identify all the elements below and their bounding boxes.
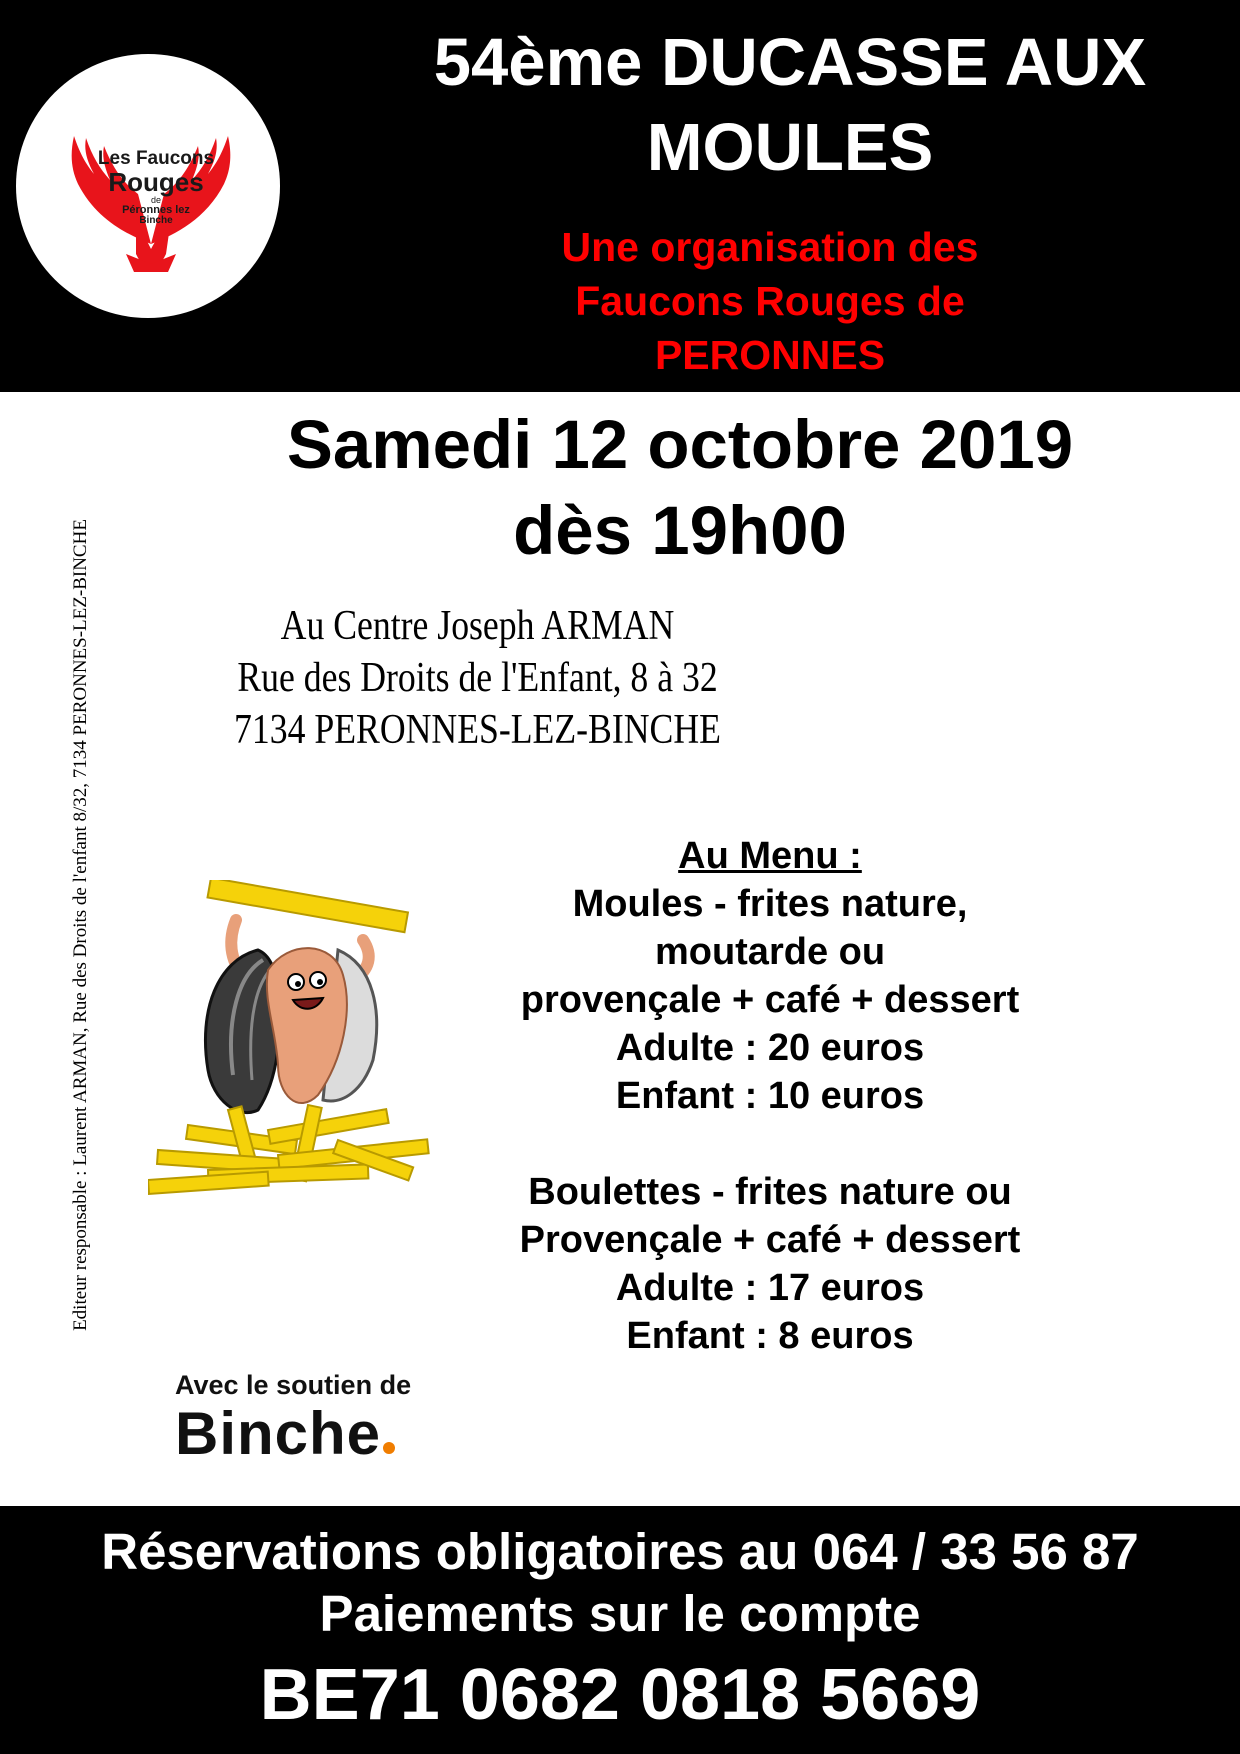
organizer-line1: Une organisation des — [561, 224, 979, 270]
event-date — [180, 402, 1180, 574]
option1-line1: Moules - frites nature, — [572, 883, 968, 925]
venue-line2: Rue des Droits de l'Enfant, 8 à 32 — [237, 655, 718, 701]
iban-line: BE71 0682 0818 5669 — [259, 1655, 981, 1735]
binche-brand: Binche — [175, 1400, 382, 1467]
event-title-line1: 54ème DUCASSE AUX — [433, 25, 1147, 100]
publisher-note: Editeur responsable : Laurent ARMAN, Rue des Droits de l'enfant 8/32, 7134 PERONNES-LEZ-BINCHE — [70, 519, 91, 1331]
option2-child-price: Enfant : 8 euros — [626, 1315, 914, 1357]
binche-logo — [175, 1401, 411, 1467]
payment-line: Paiements sur le compte — [319, 1585, 921, 1642]
sponsor-label: Avec le soutien de — [175, 1370, 412, 1400]
sponsor-block — [175, 1370, 411, 1467]
logo-line4: Péronnes lez — [122, 204, 190, 216]
header-band — [0, 0, 1240, 392]
event-title-line2: MOULES — [646, 110, 934, 185]
mussel-fries-mascot-icon — [148, 880, 458, 1200]
option2-adult-price: Adulte : 17 euros — [615, 1267, 925, 1309]
venue-address — [129, 600, 826, 756]
orange-dot-icon — [383, 1442, 395, 1454]
option1-adult-price: Adulte : 20 euros — [615, 1027, 925, 1069]
reservation-line: Réservations obligatoires au 064 / 33 56 87 — [101, 1523, 1139, 1580]
logo-text — [86, 149, 226, 226]
event-title — [340, 20, 1240, 190]
option1-child-price: Enfant : 10 euros — [615, 1075, 925, 1117]
option2-line2: Provençale + café + dessert — [519, 1219, 1021, 1261]
organizer-line2: Faucons Rouges de — [575, 278, 965, 324]
venue-line1: Au Centre Joseph ARMAN — [280, 603, 675, 649]
footer-band — [0, 1506, 1240, 1754]
option1-line2: moutarde ou — [654, 931, 886, 973]
logo-line2: Rouges — [108, 167, 204, 197]
faucons-rouges-logo — [16, 54, 280, 318]
organizer-line3: PERONNES — [654, 332, 886, 378]
logo-line1: Les Faucons — [97, 148, 215, 169]
menu-spacer — [470, 1120, 1070, 1168]
logo-line3: de — [150, 195, 161, 205]
option2-line1: Boulettes - frites nature ou — [528, 1171, 1012, 1213]
organizer-text — [470, 220, 1070, 382]
date-line: Samedi 12 octobre 2019 — [286, 406, 1074, 483]
venue-line3: 7134 PERONNES-LEZ-BINCHE — [234, 707, 721, 753]
time-line: dès 19h00 — [513, 492, 847, 569]
option1-line3: provençale + café + dessert — [520, 979, 1020, 1021]
menu-title: Au Menu : — [678, 835, 862, 877]
menu-block — [470, 832, 1070, 1360]
logo-line5: Binche — [139, 215, 173, 226]
